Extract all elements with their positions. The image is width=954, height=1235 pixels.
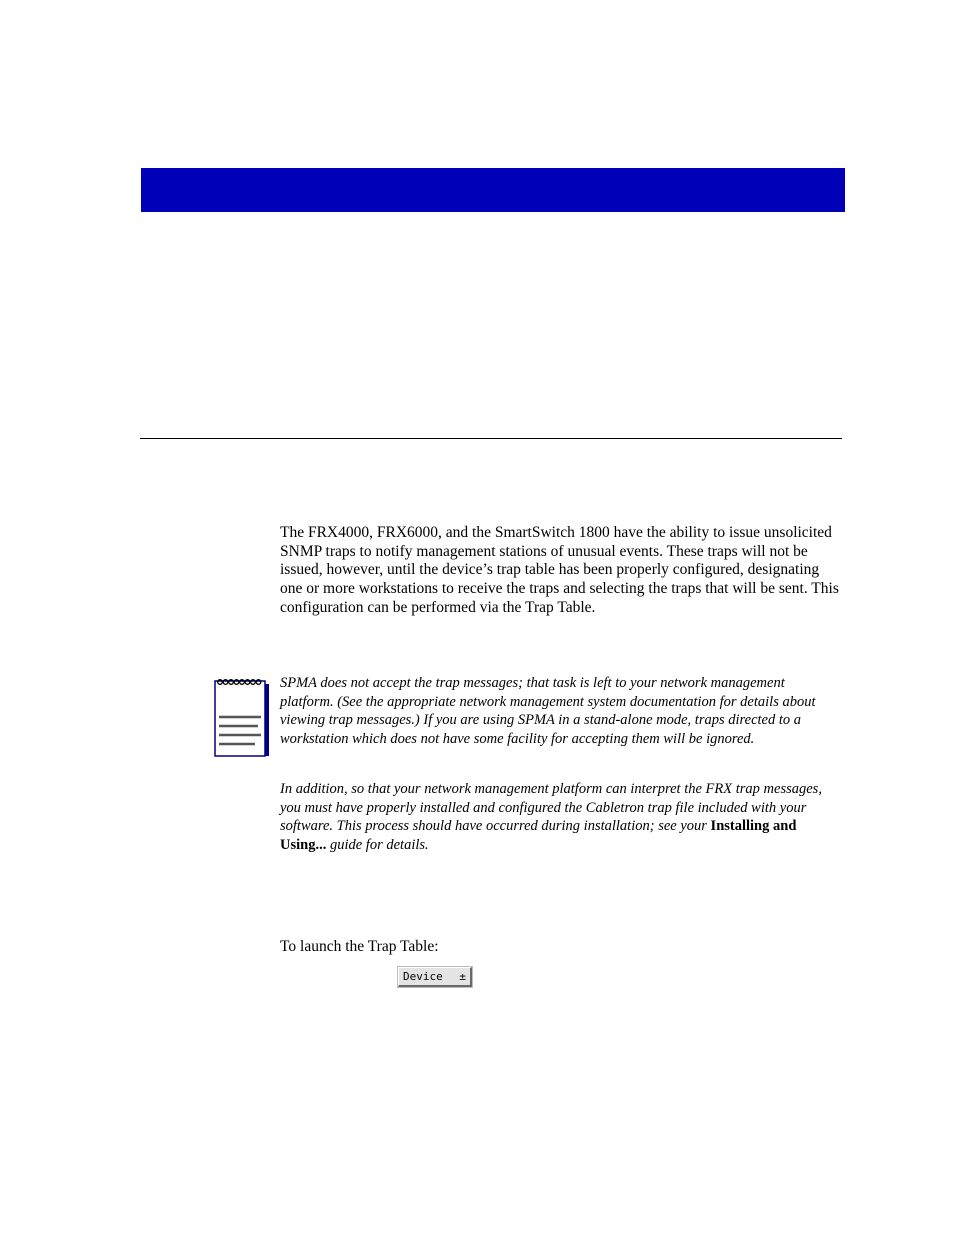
section-rule [140,438,842,439]
device-menu-button[interactable] [398,967,472,987]
note-paragraph-2-text: In addition, so that your network management platform can interpret the FRX trap messages, you must have properly installed and configured the Cabletron trap file included with your software. This process should have occurred during installation; see your [280,781,822,835]
note-paragraph-1: SPMA does not accept the trap messages; that task is left to your network management platform. (See the appropriate network management system documentation for details about viewing trap messages.) If you are using SPMA in a stand-alone mode, traps directed to a workstation which does not have some facility for accepting them will be ignored. [280,675,816,748]
notepad-icon [213,676,271,760]
intro-paragraph: The FRX4000, FRX6000, and the SmartSwitch 1800 have the ability to issue unsolicited SNMP traps to notify management stations of unusual events. These traps will not be issued, however, until the device’s trap table has been properly configured, designating one or more workstations to receive the traps and selecting the traps that will be sent. This configuration can be performed via the Trap Table. [280,524,839,616]
dropdown-arrow-icon: ± [459,970,466,983]
device-button-label: Device [403,970,443,983]
chapter-title-bar [141,168,845,212]
installing-guide-title: Installing and Using... [280,818,797,854]
note-paragraph-2-end: guide for details. [326,837,429,854]
launch-instruction: To launch the Trap Table: [280,938,439,955]
note-paragraph-2 [280,780,836,855]
